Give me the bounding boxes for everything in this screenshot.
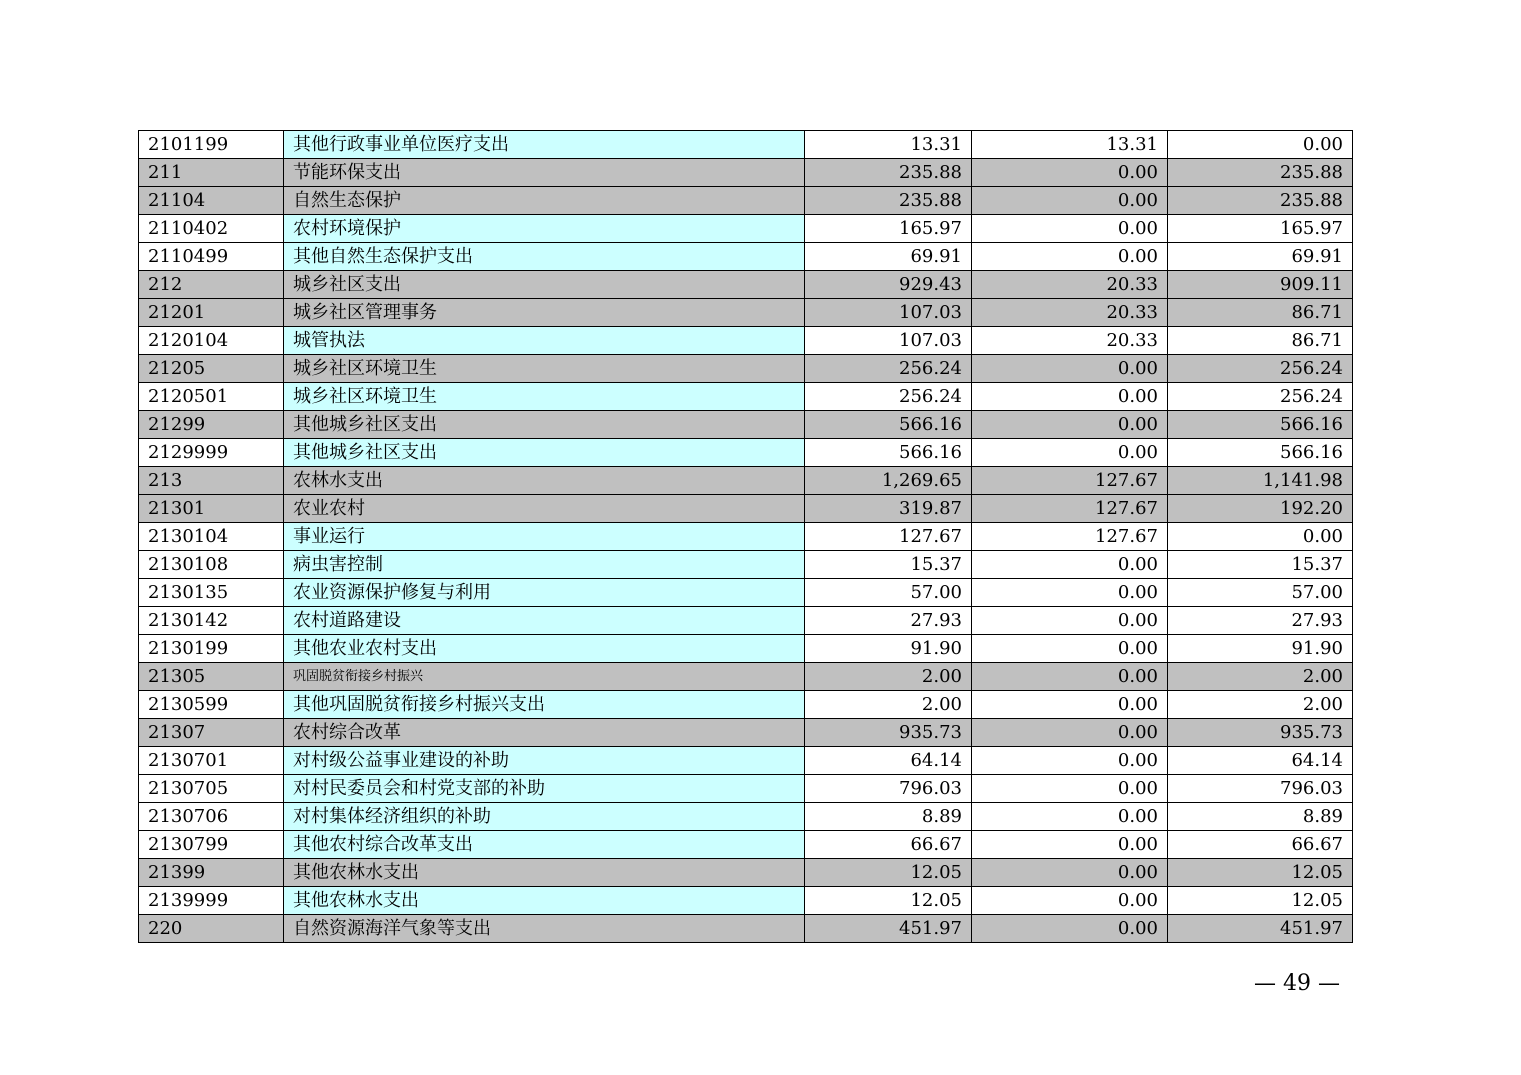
- project-expenditure-cell: 12.05: [1168, 859, 1353, 887]
- subject-name-cell: 城乡社区管理事务: [284, 299, 805, 327]
- total-amount-cell: 929.43: [805, 271, 972, 299]
- project-expenditure-cell: 64.14: [1168, 747, 1353, 775]
- subject-code-cell: 2110402: [139, 215, 284, 243]
- subject-name-cell: 其他城乡社区支出: [284, 439, 805, 467]
- subject-name-cell: 农林水支出: [284, 467, 805, 495]
- basic-expenditure-cell: 20.33: [972, 271, 1168, 299]
- subject-name-cell: 对村民委员会和村党支部的补助: [284, 775, 805, 803]
- total-amount-cell: 57.00: [805, 579, 972, 607]
- project-expenditure-cell: 0.00: [1168, 523, 1353, 551]
- table-row: [139, 579, 1353, 607]
- table-body: [139, 131, 1353, 943]
- subject-name-cell: 农业农村: [284, 495, 805, 523]
- total-amount-cell: 2.00: [805, 691, 972, 719]
- table-row: [139, 131, 1353, 159]
- total-amount-cell: 12.05: [805, 859, 972, 887]
- subject-name-cell: 自然资源海洋气象等支出: [284, 915, 805, 943]
- table-row: [139, 915, 1353, 943]
- project-expenditure-cell: 235.88: [1168, 159, 1353, 187]
- table-row: [139, 271, 1353, 299]
- table-row: [139, 411, 1353, 439]
- project-expenditure-cell: 12.05: [1168, 887, 1353, 915]
- subject-name-cell: 其他自然生态保护支出: [284, 243, 805, 271]
- project-expenditure-cell: 451.97: [1168, 915, 1353, 943]
- project-expenditure-cell: 2.00: [1168, 691, 1353, 719]
- subject-name-cell: 农村综合改革: [284, 719, 805, 747]
- project-expenditure-cell: 256.24: [1168, 383, 1353, 411]
- basic-expenditure-cell: 0.00: [972, 803, 1168, 831]
- subject-name-cell: 病虫害控制: [284, 551, 805, 579]
- total-amount-cell: 451.97: [805, 915, 972, 943]
- subject-name-cell: 城管执法: [284, 327, 805, 355]
- project-expenditure-cell: 69.91: [1168, 243, 1353, 271]
- basic-expenditure-cell: 127.67: [972, 495, 1168, 523]
- table-row: [139, 831, 1353, 859]
- total-amount-cell: 935.73: [805, 719, 972, 747]
- subject-name-cell: 城乡社区环境卫生: [284, 355, 805, 383]
- table-row: [139, 215, 1353, 243]
- subject-code-cell: 211: [139, 159, 284, 187]
- project-expenditure-cell: 2.00: [1168, 663, 1353, 691]
- total-amount-cell: 27.93: [805, 607, 972, 635]
- table-row: [139, 439, 1353, 467]
- total-amount-cell: 1,269.65: [805, 467, 972, 495]
- basic-expenditure-cell: 0.00: [972, 355, 1168, 383]
- basic-expenditure-cell: 0.00: [972, 551, 1168, 579]
- table-row: [139, 467, 1353, 495]
- total-amount-cell: 566.16: [805, 411, 972, 439]
- total-amount-cell: 2.00: [805, 663, 972, 691]
- project-expenditure-cell: 566.16: [1168, 439, 1353, 467]
- subject-code-cell: 2130701: [139, 747, 284, 775]
- table-row: [139, 691, 1353, 719]
- table-row: [139, 887, 1353, 915]
- subject-code-cell: 213: [139, 467, 284, 495]
- basic-expenditure-cell: 0.00: [972, 831, 1168, 859]
- subject-code-cell: 21301: [139, 495, 284, 523]
- subject-name-cell: 城乡社区支出: [284, 271, 805, 299]
- total-amount-cell: 107.03: [805, 327, 972, 355]
- total-amount-cell: 566.16: [805, 439, 972, 467]
- table-row: [139, 243, 1353, 271]
- project-expenditure-cell: 796.03: [1168, 775, 1353, 803]
- table-row: [139, 635, 1353, 663]
- project-expenditure-cell: 909.11: [1168, 271, 1353, 299]
- subject-name-cell: 其他城乡社区支出: [284, 411, 805, 439]
- subject-code-cell: 21201: [139, 299, 284, 327]
- subject-name-cell: 农村环境保护: [284, 215, 805, 243]
- total-amount-cell: 91.90: [805, 635, 972, 663]
- total-amount-cell: 165.97: [805, 215, 972, 243]
- subject-name-cell: 其他行政事业单位医疗支出: [284, 131, 805, 159]
- subject-code-cell: 2130199: [139, 635, 284, 663]
- subject-code-cell: 2130799: [139, 831, 284, 859]
- subject-name-cell: 其他农林水支出: [284, 859, 805, 887]
- basic-expenditure-cell: 0.00: [972, 187, 1168, 215]
- project-expenditure-cell: 566.16: [1168, 411, 1353, 439]
- total-amount-cell: 66.67: [805, 831, 972, 859]
- basic-expenditure-cell: 0.00: [972, 579, 1168, 607]
- table-row: [139, 383, 1353, 411]
- project-expenditure-cell: 1,141.98: [1168, 467, 1353, 495]
- subject-code-cell: 212: [139, 271, 284, 299]
- project-expenditure-cell: 235.88: [1168, 187, 1353, 215]
- basic-expenditure-cell: 0.00: [972, 159, 1168, 187]
- total-amount-cell: 235.88: [805, 187, 972, 215]
- basic-expenditure-cell: 0.00: [972, 691, 1168, 719]
- project-expenditure-cell: 57.00: [1168, 579, 1353, 607]
- subject-code-cell: 2130705: [139, 775, 284, 803]
- table-row: [139, 719, 1353, 747]
- table-row: [139, 355, 1353, 383]
- basic-expenditure-cell: 0.00: [972, 607, 1168, 635]
- table-row: [139, 551, 1353, 579]
- subject-name-cell: 对村集体经济组织的补助: [284, 803, 805, 831]
- total-amount-cell: 256.24: [805, 383, 972, 411]
- basic-expenditure-cell: 0.00: [972, 411, 1168, 439]
- total-amount-cell: 12.05: [805, 887, 972, 915]
- subject-name-cell: 事业运行: [284, 523, 805, 551]
- subject-code-cell: 21104: [139, 187, 284, 215]
- project-expenditure-cell: 66.67: [1168, 831, 1353, 859]
- subject-name-cell: 巩固脱贫衔接乡村振兴: [284, 663, 805, 691]
- subject-code-cell: 2120501: [139, 383, 284, 411]
- total-amount-cell: 796.03: [805, 775, 972, 803]
- basic-expenditure-cell: 127.67: [972, 523, 1168, 551]
- subject-code-cell: 2129999: [139, 439, 284, 467]
- subject-code-cell: 21399: [139, 859, 284, 887]
- total-amount-cell: 69.91: [805, 243, 972, 271]
- subject-code-cell: 21307: [139, 719, 284, 747]
- subject-code-cell: 2130599: [139, 691, 284, 719]
- table-row: [139, 299, 1353, 327]
- basic-expenditure-cell: 0.00: [972, 439, 1168, 467]
- basic-expenditure-cell: 20.33: [972, 327, 1168, 355]
- project-expenditure-cell: 15.37: [1168, 551, 1353, 579]
- basic-expenditure-cell: 0.00: [972, 915, 1168, 943]
- subject-code-cell: 21205: [139, 355, 284, 383]
- budget-expenditure-table: [138, 130, 1353, 943]
- total-amount-cell: 256.24: [805, 355, 972, 383]
- basic-expenditure-cell: 0.00: [972, 635, 1168, 663]
- subject-code-cell: 2139999: [139, 887, 284, 915]
- project-expenditure-cell: 86.71: [1168, 327, 1353, 355]
- subject-code-cell: 2101199: [139, 131, 284, 159]
- basic-expenditure-cell: 20.33: [972, 299, 1168, 327]
- subject-name-cell: 自然生态保护: [284, 187, 805, 215]
- subject-code-cell: 2130108: [139, 551, 284, 579]
- project-expenditure-cell: 0.00: [1168, 131, 1353, 159]
- subject-code-cell: 2130706: [139, 803, 284, 831]
- basic-expenditure-cell: 0.00: [972, 747, 1168, 775]
- basic-expenditure-cell: 13.31: [972, 131, 1168, 159]
- basic-expenditure-cell: 0.00: [972, 243, 1168, 271]
- basic-expenditure-cell: 0.00: [972, 887, 1168, 915]
- table-row: [139, 327, 1353, 355]
- table-row: [139, 495, 1353, 523]
- table-row: [139, 607, 1353, 635]
- subject-name-cell: 农业资源保护修复与利用: [284, 579, 805, 607]
- table-row: [139, 663, 1353, 691]
- subject-code-cell: 2130135: [139, 579, 284, 607]
- subject-code-cell: 2110499: [139, 243, 284, 271]
- table-row: [139, 187, 1353, 215]
- basic-expenditure-cell: 0.00: [972, 215, 1168, 243]
- subject-code-cell: 220: [139, 915, 284, 943]
- table-row: [139, 803, 1353, 831]
- subject-name-cell: 对村级公益事业建设的补助: [284, 747, 805, 775]
- subject-code-cell: 2130142: [139, 607, 284, 635]
- total-amount-cell: 235.88: [805, 159, 972, 187]
- subject-name-cell: 节能环保支出: [284, 159, 805, 187]
- subject-name-cell: 其他农林水支出: [284, 887, 805, 915]
- table-row: [139, 747, 1353, 775]
- basic-expenditure-cell: 0.00: [972, 775, 1168, 803]
- subject-code-cell: 2120104: [139, 327, 284, 355]
- subject-code-cell: 21305: [139, 663, 284, 691]
- total-amount-cell: 319.87: [805, 495, 972, 523]
- page-number: — 49 —: [1254, 971, 1340, 996]
- basic-expenditure-cell: 0.00: [972, 719, 1168, 747]
- total-amount-cell: 64.14: [805, 747, 972, 775]
- total-amount-cell: 107.03: [805, 299, 972, 327]
- basic-expenditure-cell: 0.00: [972, 383, 1168, 411]
- table-row: [139, 859, 1353, 887]
- project-expenditure-cell: 165.97: [1168, 215, 1353, 243]
- subject-name-cell: 其他农业农村支出: [284, 635, 805, 663]
- table-row: [139, 523, 1353, 551]
- subject-name-cell: 城乡社区环境卫生: [284, 383, 805, 411]
- subject-name-cell: 其他农村综合改革支出: [284, 831, 805, 859]
- table-row: [139, 775, 1353, 803]
- subject-code-cell: 21299: [139, 411, 284, 439]
- subject-code-cell: 2130104: [139, 523, 284, 551]
- project-expenditure-cell: 27.93: [1168, 607, 1353, 635]
- total-amount-cell: 127.67: [805, 523, 972, 551]
- basic-expenditure-cell: 0.00: [972, 859, 1168, 887]
- project-expenditure-cell: 935.73: [1168, 719, 1353, 747]
- project-expenditure-cell: 91.90: [1168, 635, 1353, 663]
- basic-expenditure-cell: 0.00: [972, 663, 1168, 691]
- project-expenditure-cell: 86.71: [1168, 299, 1353, 327]
- table-row: [139, 159, 1353, 187]
- project-expenditure-cell: 192.20: [1168, 495, 1353, 523]
- project-expenditure-cell: 8.89: [1168, 803, 1353, 831]
- subject-name-cell: 其他巩固脱贫衔接乡村振兴支出: [284, 691, 805, 719]
- project-expenditure-cell: 256.24: [1168, 355, 1353, 383]
- total-amount-cell: 13.31: [805, 131, 972, 159]
- total-amount-cell: 8.89: [805, 803, 972, 831]
- basic-expenditure-cell: 127.67: [972, 467, 1168, 495]
- total-amount-cell: 15.37: [805, 551, 972, 579]
- subject-name-cell: 农村道路建设: [284, 607, 805, 635]
